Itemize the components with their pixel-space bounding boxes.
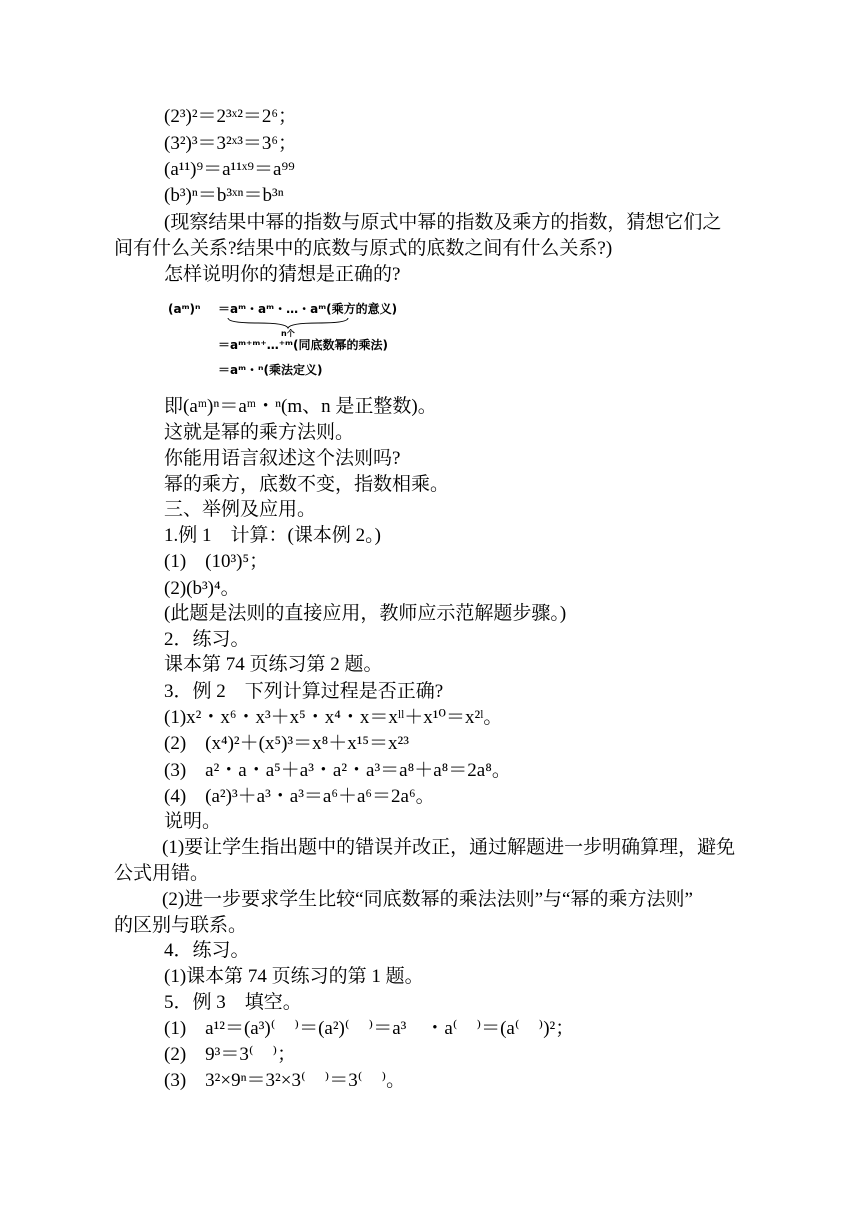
figure-row3: ＝aᵐ・ⁿ(乘法定义) (218, 363, 323, 377)
figure-row1-left: (aᵐ)ⁿ (168, 302, 201, 316)
explanation1-line-2: 公式用错。 (114, 863, 210, 884)
observation-para-line-1: (现察结果中幂的指数与原式中幂的指数及乘方的指数，猜想它们之 (164, 212, 722, 233)
example3-item1: (1) a¹²＝(a³)⁽ ⁾＝(a²)⁽ ⁾＝a³ ・a⁽ ⁾＝(a⁽ ⁾)²； (164, 1018, 575, 1039)
practice4-text: (1)课本第 74 页练习的第 1 题。 (164, 966, 424, 987)
practice2-text: 课本第 74 页练习第 2 题。 (164, 654, 383, 675)
example2-item2: (2) (x⁴)²＋(x⁵)³＝x⁸＋x¹⁵＝x²³ (164, 733, 409, 754)
example1-item1: (1) (10³)⁵； (164, 551, 269, 572)
figure-row1-right: ＝aᵐ・aᵐ・…・aᵐ(乘方的意义) (218, 302, 398, 316)
rule-question-line: 你能用语言叙述这个法则吗? (164, 448, 401, 469)
figure-row2: ＝aᵐ⁺ᵐ⁺…⁺ᵐ(同底数幂的乘法) (218, 338, 388, 352)
example3-title: 5．例 3 填空。 (164, 992, 302, 1013)
observation-para-line-2: 间有什么关系?结果中的底数与原式的底数之间有什么关系?) (114, 238, 613, 259)
example3-item2: (2) 9³＝3⁽ ⁾； (164, 1044, 297, 1065)
figure-brace-label: n个 (281, 329, 295, 338)
example1-title: 1.例 1 计算：(课本例 2。) (164, 525, 381, 546)
example1-item2: (2)(b³)⁴。 (164, 578, 240, 599)
explanation-heading: 说明。 (164, 811, 222, 832)
formula-line-1: (2³)²＝2³ˣ²＝2⁶； (164, 106, 298, 127)
derivation-figure (168, 296, 468, 380)
example3-item3: (3) 3²×9ⁿ＝3²×3⁽ ⁾＝3⁽ ⁾。 (164, 1070, 406, 1091)
example2-item4: (4) (a²)³＋a³・a³＝a⁶＋a⁶＝2a⁶。 (164, 786, 435, 807)
formula-line-2: (3²)³＝3²ˣ³＝3⁶； (164, 133, 298, 154)
section-heading: 三、举例及应用。 (164, 499, 317, 520)
rule-name-line: 这就是幂的乘方法则。 (164, 422, 355, 443)
example1-note: (此题是法则的直接应用，教师应示范解题步骤。) (164, 603, 567, 624)
rule-words-line: 幂的乘方，底数不变，指数相乘。 (164, 474, 450, 495)
explanation2-line-2: 的区别与联系。 (114, 915, 248, 936)
example2-item3: (3) a²・a・a⁵＋a³・a²・a³＝a⁸＋a⁸＝2a⁸。 (164, 760, 511, 781)
explanation1-line-1: (1)要让学生指出题中的错误并改正，通过解题进一步明确算理，避免 (162, 837, 736, 858)
question-line: 怎样说明你的猜想是正确的? (164, 264, 401, 285)
rule-statement: 即(aᵐ)ⁿ＝aᵐ・ⁿ(m、n 是正整数)。 (164, 396, 437, 417)
practice4-title: 4．练习。 (164, 940, 250, 961)
formula-line-3: (a¹¹)⁹＝a¹¹ˣ⁹＝a⁹⁹ (164, 159, 295, 180)
underbrace-icon (228, 318, 348, 328)
practice2-title: 2．练习。 (164, 629, 250, 650)
explanation2-line-1: (2)进一步要求学生比较“同底数幂的乘法法则”与“幂的乘方法则” (162, 889, 693, 910)
example2-title: 3．例 2 下列计算过程是否正确? (164, 681, 444, 702)
example2-item1: (1)x²・x⁶・x³＋x⁵・x⁴・x＝xˡˡ＋x¹⁰＝x²ˡ。 (164, 707, 503, 728)
formula-line-4: (b³)ⁿ＝b³ˣⁿ＝b³ⁿ (164, 185, 284, 206)
